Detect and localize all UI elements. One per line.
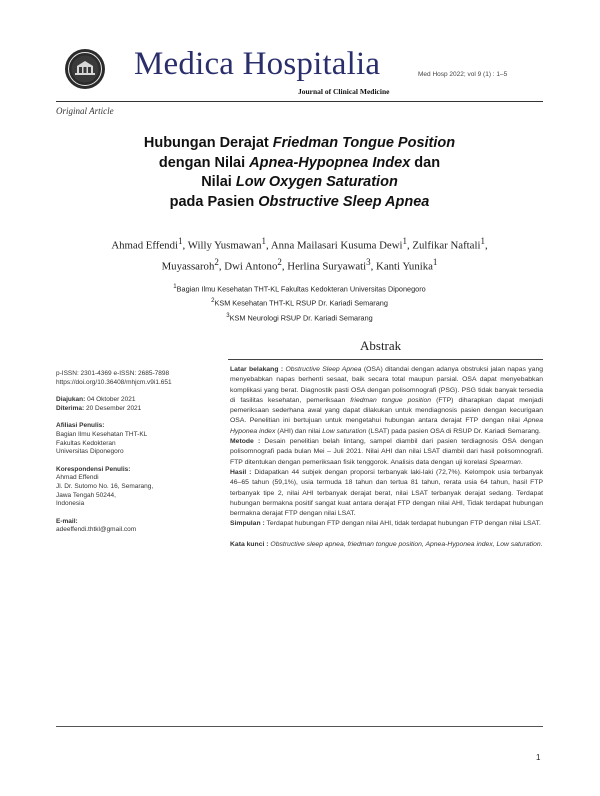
article-metadata: p-ISSN: 2301-4369 e-ISSN: 2685-7898 https://doi.org/10.36408/mhjcm.v9i1.651 Diajukan: 04 Oktober 2021 Diterima: 20 Desember 2021 Afiliasi Penulis: Bagian Ilmu Kesehatan THT-KL Fakultas Kedokteran Universitas Diponegoro Korespondensi Penulis: Ahmad Effendi Jl. Dr. Sutomo No. 16, Semarang, Jawa Tengah 50244, Indonesia E-mail: adeeffendi.thtkl@gmail.com <box>56 370 221 535</box>
affiliations: $^1$Bagian Ilmu Kesehatan THT-KL Fakultas Kedokteran Universitas Diponegoro $^2$KSM Kesehatan THT-KL RSUP Dr. Kariadi Semarang $^3$KSM Neurologi RSUP Dr. Kariadi Semarang <box>173 283 426 323</box>
correspondence-label: Korespondensi Penulis: <box>56 465 131 473</box>
author-name: Herlina Suryawati <box>287 260 367 273</box>
abstract-result: Hasil : Didapatkan 44 subjek dengan proporsi terbanyak laki-laki (72,7%). Kelompok usia terbanyak 46–65 tahun (59,1%), usia termuda 18 tahun dan tertua 81 tahun, rerata usia 64 tahun, hasil FTP terbanyak tipe 2, nilai AHI terbanyak derajat berat, nilai LSAT terbanyak derajat sedang. Terdapat hubungan bermakna positif sangat kuat antara derajat FTP dengan nilai AHI, Tidak terdapat hubungan bermakna derajat FTP dengan nilai LSAT. <box>230 468 543 518</box>
abstract-conclusion: Simpulan : Terdapat hubungan FTP dengan nilai AHI, tidak terdapat hubungan FTP dengan nilai LSAT. <box>230 520 541 528</box>
email-label: E-mail: <box>56 517 78 525</box>
article-type: Original Article <box>56 106 114 116</box>
abstract-body <box>230 365 543 550</box>
page-number: 1 <box>536 753 541 762</box>
citation: Med Hosp 2022; vol 9 (1) : 1–5 <box>418 71 508 78</box>
abstract-method: Metode : Desain penelitian belah lintang, sampel diambil dari pasien terdiagnosis OSA dengan polisomnografi pada bulan Mei – Juli 2021. Nilai AHI dan nilai LSAT diambil dari hasil polisomnografi. FTP ditentukan dengan pemeriksaan fisik tenggorok. Analisis data dengan uji korelasi Spearman. <box>230 438 543 466</box>
abstract-divider <box>228 359 543 360</box>
journal-subtitle: Journal of Clinical Medicine <box>298 87 390 96</box>
journal-seal-icon <box>64 48 106 90</box>
author-name: Ahmad Effendi <box>111 239 178 252</box>
author-name: Willy Yusmawan <box>187 239 262 252</box>
author-name: Anna Mailasari Kusuma Dewi <box>270 239 403 252</box>
author-list: Ahmad Effendi$^1$, Willy Yusmawan$^1$, Anna Mailasari Kusuma Dewi$^1$, Zulfikar Naftali$^1$, Muyassaroh$^2$, Dwi Antono$^2$, Herlina Suryawati$^3$, Kanti Yunika$^1$ <box>111 236 488 273</box>
affiliation-label: Afiliasi Penulis: <box>56 422 105 430</box>
header-divider <box>56 101 543 102</box>
abstract-background: Latar belakang : Obstructive Sleep Apnea (OSA) ditandai dengan adanya obstruksi jalan napas yang menyebabkan napas berhenti sesaat, baik secara total maupun parsial. OSA dapat menyebabkan komplikasi yang berat. Diagnostik pasti OSA dengan polisomnografi (PSG). PSG tidak banyak tersedia di fasilitas kesehatan, pemeriksaan friedman tongue position (FTP) diharapkan dapat menjadi pemeriksaan sederhana awal yang dapat dilakukan untuk mendiagnosis pasien dengan kecurigaan OSA. Penelitian ini bertujuan untuk mengetahui hubungan antara derajat FTP dengan nilai Apnea Hyponea index (AHI) dan nilai Low saturation (LSAT) pada pasien OSA di RSUP Dr. Kariadi Semarang. <box>230 366 544 435</box>
article-title: Hubungan Derajat Friedman Tongue Position dengan Nilai Apnea-Hypopnea Index dan Nilai Low Oxygen Saturation pada Pasien Obstructive Sleep Apnea <box>143 135 456 210</box>
author-name: Muyassaroh <box>161 260 215 273</box>
keywords: Kata kunci : Obstructive sleep apnea, friedman tongue position, Apnea-Hyponea index, Low saturation. <box>230 540 543 548</box>
abstract-heading: Abstrak <box>360 338 402 353</box>
submitted-date: 04 Oktober 2021 <box>87 396 136 404</box>
accepted-date: 20 Desember 2021 <box>86 404 142 412</box>
author-name: Dwi Antono <box>224 260 278 273</box>
email-address: adeeffendi.thtkl@gmail.com <box>56 526 137 534</box>
journal-name: Medica Hospitalia <box>134 46 381 82</box>
author-name: Zulfikar Naftali <box>412 239 481 252</box>
issn: p-ISSN: 2301-4369 e-ISSN: 2685-7898 <box>56 370 170 377</box>
footer-divider <box>56 726 543 727</box>
doi-link: https://doi.org/10.36408/mhjcm.v9i1.651 <box>56 378 172 386</box>
author-name: Kanti Yunika <box>376 260 433 273</box>
